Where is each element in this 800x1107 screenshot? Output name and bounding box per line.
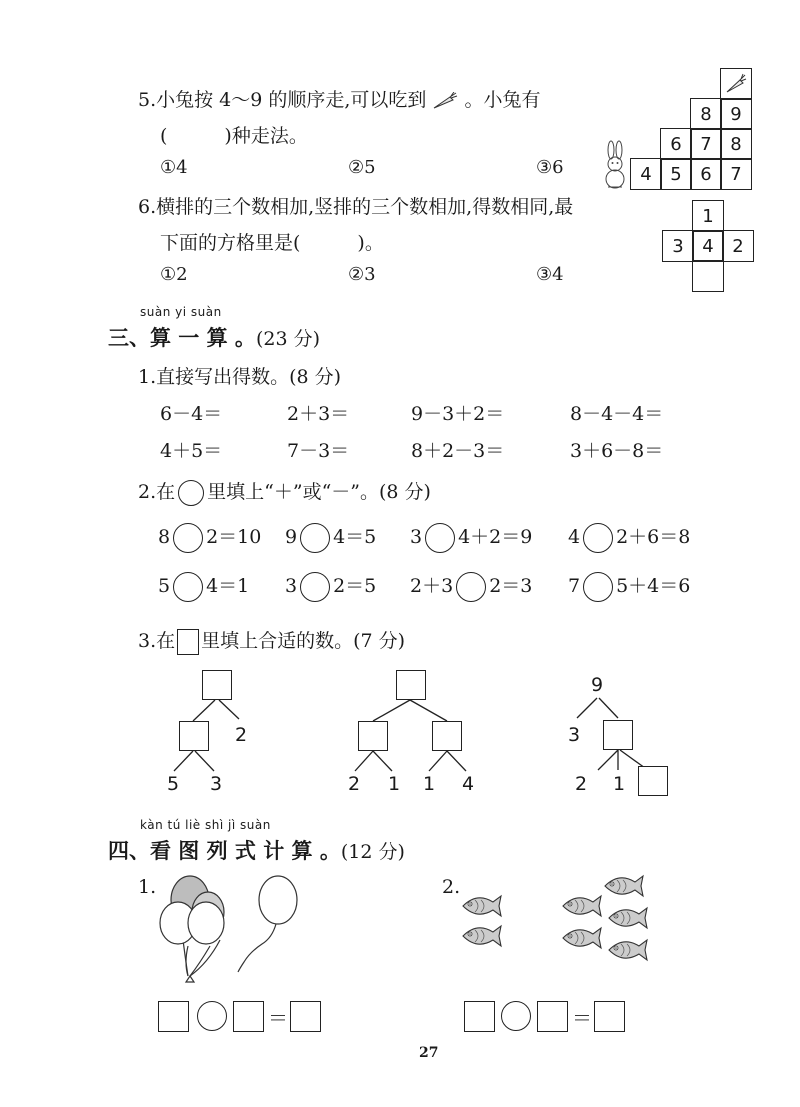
fill-expr: 8 2＝10 xyxy=(158,522,261,553)
section3-title: 三、算 一 算 。(23 分) xyxy=(108,326,320,350)
tree-number: 9 xyxy=(591,674,604,696)
grid-cell: 7 xyxy=(690,128,722,160)
s3q1-title: 1.直接写出得数。(8 分) xyxy=(138,366,342,388)
grid-cell: 5 xyxy=(660,158,692,190)
tree-answer-box[interactable] xyxy=(358,721,388,751)
grid-cell: 4 xyxy=(692,230,724,262)
calc-item: 7－3＝ xyxy=(287,440,350,462)
calc-item: 2＋3＝ xyxy=(287,403,350,425)
page-number: 27 xyxy=(419,1045,439,1061)
tree-answer-box[interactable] xyxy=(603,720,633,750)
operator-circle[interactable] xyxy=(501,1001,531,1031)
grid-cell: 8 xyxy=(690,98,722,130)
tree-number: 3 xyxy=(210,773,223,795)
tree-number: 2 xyxy=(575,773,588,795)
answer-box[interactable] xyxy=(537,1001,568,1032)
q5-text-line1: 5.小兔按 4～9 的顺序走,可以吃到 。小兔有 xyxy=(138,89,541,111)
section4-title: 四、看 图 列 式 计 算 。(12 分) xyxy=(108,839,405,863)
equals-sign: ＝ xyxy=(268,1006,288,1030)
answer-box[interactable] xyxy=(233,1001,264,1032)
tree-answer-box[interactable] xyxy=(179,721,209,751)
s3q2-title: 2.在 里填上“＋”或“－”。(8 分) xyxy=(138,477,431,506)
grid-cell: 1 xyxy=(692,200,724,232)
fill-expr: 5 4＝1 xyxy=(158,571,249,602)
q5-text-line2: ( )种走法。 xyxy=(160,125,308,147)
fish-illustration xyxy=(455,868,665,978)
problem-2-label: 2. xyxy=(442,876,461,898)
q6-text-line1: 6.横排的三个数相加,竖排的三个数相加,得数相同,最 xyxy=(138,196,574,218)
fill-expr: 3 2＝5 xyxy=(285,571,376,602)
tree-answer-box[interactable] xyxy=(396,670,426,700)
operator-circle[interactable] xyxy=(197,1001,227,1031)
tree-number: 1 xyxy=(423,773,436,795)
grid-cell: 8 xyxy=(720,128,752,160)
grid-cell: 7 xyxy=(720,158,752,190)
calc-item: 4＋5＝ xyxy=(160,440,223,462)
answer-box[interactable] xyxy=(158,1001,189,1032)
fill-expr: 4 2＋6＝8 xyxy=(568,522,690,553)
balloons-illustration xyxy=(150,868,310,986)
tree-number: 4 xyxy=(462,773,475,795)
calc-item: 9－3＋2＝ xyxy=(411,403,505,425)
q5-option-1: ①4 xyxy=(160,157,188,178)
fill-expr: 7 5＋4＝6 xyxy=(568,571,690,602)
tree-number: 1 xyxy=(388,773,401,795)
tree-number: 5 xyxy=(167,773,180,795)
problem-1-label: 1. xyxy=(138,876,157,898)
fill-expr: 9 4＝5 xyxy=(285,522,376,553)
answer-box[interactable] xyxy=(594,1001,625,1032)
grid-cell: 6 xyxy=(660,128,692,160)
answer-box[interactable] xyxy=(464,1001,495,1032)
s3q3-title: 3.在 里填上合适的数。(7 分) xyxy=(138,626,405,655)
tree-number: 2 xyxy=(348,773,361,795)
calc-item: 6－4＝ xyxy=(160,403,223,425)
q6-option-1: ①2 xyxy=(160,264,188,285)
grid-cell: 9 xyxy=(720,98,752,130)
tree-answer-box[interactable] xyxy=(432,721,462,751)
section4-pinyin: kàn tú liè shì jì suàn xyxy=(140,818,271,832)
tree-number: 3 xyxy=(568,724,581,746)
calc-item: 3＋6－8＝ xyxy=(570,440,664,462)
tree-number: 1 xyxy=(613,773,626,795)
tree-number: 2 xyxy=(235,724,248,746)
fill-expr: 3 4＋2＝9 xyxy=(410,522,532,553)
calc-item: 8－4－4＝ xyxy=(570,403,664,425)
q5-option-3: ③6 xyxy=(536,157,564,178)
q6-option-3: ③4 xyxy=(536,264,564,285)
equals-sign: ＝ xyxy=(572,1006,592,1030)
q6-text-line2: 下面的方格里是( )。 xyxy=(160,232,384,254)
grid-cell: 6 xyxy=(690,158,722,190)
fill-expr: 2＋3 2＝3 xyxy=(410,571,532,602)
tree-answer-box[interactable] xyxy=(202,670,232,700)
q6-option-2: ②3 xyxy=(348,264,376,285)
grid-cell: 4 xyxy=(630,158,662,190)
tree-answer-box[interactable] xyxy=(638,766,668,796)
answer-box[interactable] xyxy=(290,1001,321,1032)
grid-cell: 3 xyxy=(662,230,694,262)
grid-cell: 2 xyxy=(722,230,754,262)
section3-pinyin: suàn yi suàn xyxy=(140,305,222,319)
calc-item: 8＋2－3＝ xyxy=(411,440,505,462)
q5-option-2: ②5 xyxy=(348,157,376,178)
